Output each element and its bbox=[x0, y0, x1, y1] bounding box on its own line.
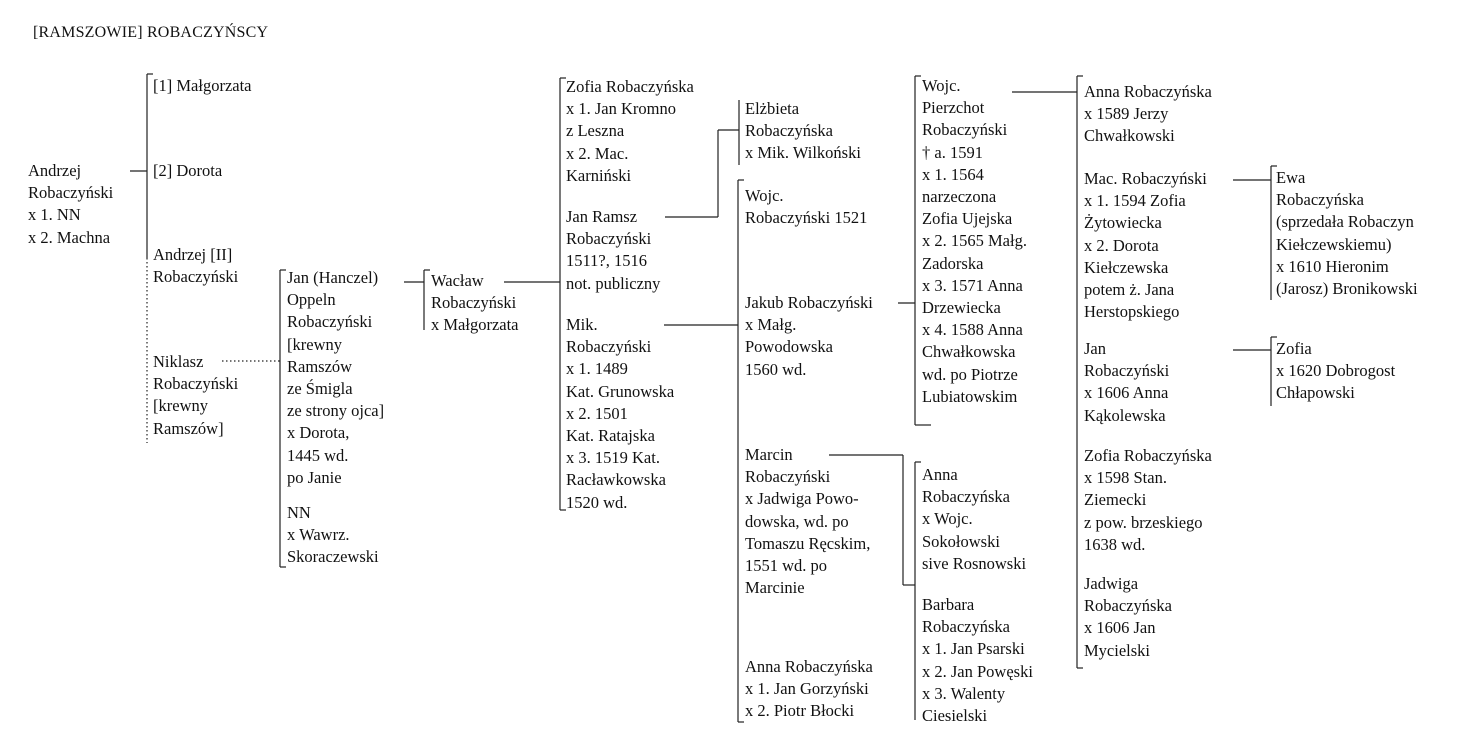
person-mik-robaczynski bbox=[566, 314, 674, 514]
person-line: Jan Ramsz bbox=[566, 207, 638, 226]
person-line: Chwałkowski bbox=[1084, 126, 1175, 146]
person-line: wd. po Piotrze bbox=[922, 364, 1018, 384]
person-line: Sokołowski bbox=[922, 531, 1000, 551]
person-line: Robaczyński bbox=[922, 120, 1008, 140]
person-line: z pow. brzeskiego bbox=[1084, 512, 1203, 532]
person-line: Ewa bbox=[1276, 168, 1306, 187]
person-line: [krewny bbox=[153, 396, 208, 416]
person-line: Marcinie bbox=[745, 578, 805, 598]
person-line: x 1606 Anna bbox=[1084, 383, 1169, 403]
person-line: Mycielski bbox=[1084, 640, 1150, 660]
person-line: [2] Dorota bbox=[153, 161, 223, 180]
person-line: NN bbox=[287, 503, 311, 522]
person-line: Lubiatowskim bbox=[922, 386, 1018, 406]
person-anna-gorzynska bbox=[745, 656, 873, 723]
person-zofia-ziemecka bbox=[1084, 445, 1212, 556]
person-line: sive Rosnowski bbox=[922, 553, 1027, 573]
person-line: x Mik. Wilkoński bbox=[745, 143, 861, 163]
person-line: Robaczyński bbox=[566, 229, 652, 249]
person-line: dowska, wd. po bbox=[745, 511, 849, 531]
person-line: po Janie bbox=[287, 467, 342, 487]
person-barbara bbox=[922, 594, 1033, 727]
person-line: 1520 wd. bbox=[566, 492, 628, 512]
person-line: x 1. 1594 Zofia bbox=[1084, 191, 1186, 211]
person-line: Zofia Robaczyńska bbox=[1084, 446, 1212, 465]
person-line: x 1598 Stan. bbox=[1084, 468, 1167, 488]
person-line: Anna Robaczyńska bbox=[1084, 82, 1212, 101]
person-line: x 1. 1564 bbox=[922, 164, 984, 184]
person-line: Kiełczewskiemu) bbox=[1276, 234, 1392, 254]
person-line: Robaczyński bbox=[153, 374, 239, 394]
person-mac-robaczynski bbox=[1084, 168, 1207, 323]
person-line: Kat. Ratajska bbox=[566, 426, 655, 446]
person-line: 1445 wd. bbox=[287, 445, 349, 465]
person-line: Jan bbox=[1084, 339, 1106, 358]
person-line: Ramszów bbox=[287, 356, 353, 376]
person-line: Zadorska bbox=[922, 253, 984, 273]
person-line: x 1. Jan Psarski bbox=[922, 639, 1025, 659]
person-line: Andrzej [II] bbox=[153, 245, 233, 264]
person-elzbieta bbox=[745, 98, 861, 165]
person-line: Racławkowska bbox=[566, 470, 666, 490]
person-line: Robaczyńska bbox=[745, 121, 833, 141]
person-waclaw bbox=[431, 270, 519, 337]
person-line: Zofia Ujejska bbox=[922, 209, 1013, 229]
person-line: Robaczyńska bbox=[922, 487, 1010, 507]
person-line: 1560 wd. bbox=[745, 359, 807, 379]
person-jan-robaczynski bbox=[1084, 338, 1169, 427]
person-line: Mik. bbox=[566, 315, 598, 334]
person-line: Herstopskiego bbox=[1084, 302, 1180, 322]
person-line: 1638 wd. bbox=[1084, 534, 1146, 554]
person-line: Ziemecki bbox=[1084, 490, 1147, 510]
person-line: Wacław bbox=[431, 271, 484, 290]
person-line: Kiełczewska bbox=[1084, 257, 1169, 277]
person-line: x 2. Mac. bbox=[566, 143, 629, 163]
person-line: x 1620 Dobrogost bbox=[1276, 361, 1396, 381]
person-line: x 2. 1565 Małg. bbox=[922, 231, 1027, 251]
person-line: Kąkolewska bbox=[1084, 405, 1166, 425]
person-line: z Leszna bbox=[566, 121, 625, 141]
person-line: Ramszów] bbox=[153, 418, 224, 438]
person-line: (Jarosz) Bronikowski bbox=[1276, 279, 1418, 299]
person-line: (sprzedała Robaczyn bbox=[1276, 212, 1414, 232]
person-line: x 1. 1489 bbox=[566, 359, 628, 379]
person-line: not. publiczny bbox=[566, 273, 661, 293]
person-line: x Małg. bbox=[745, 315, 797, 335]
person-line: Żytowiecka bbox=[1084, 213, 1162, 233]
person-line: ze Śmigla bbox=[287, 379, 353, 399]
person-line: x 1589 Jerzy bbox=[1084, 104, 1169, 124]
person-line: x Małgorzata bbox=[431, 315, 519, 335]
person-line: † a. 1591 bbox=[922, 142, 983, 162]
person-line: x 2. Machna bbox=[28, 227, 111, 247]
person-line: Pierzchot bbox=[922, 98, 985, 118]
person-jan-ramsz bbox=[566, 206, 660, 295]
person-line: Barbara bbox=[922, 595, 975, 614]
person-niklasz bbox=[153, 351, 238, 440]
person-line: x 4. 1588 Anna bbox=[922, 320, 1023, 340]
person-line: Robaczyńska bbox=[1276, 190, 1364, 210]
person-line: Andrzej bbox=[28, 161, 82, 180]
person-line: Oppeln bbox=[287, 290, 336, 310]
person-line: Wojc. bbox=[745, 186, 784, 205]
person-line: Zofia bbox=[1276, 339, 1312, 358]
person-marcin bbox=[745, 444, 870, 599]
person-line: Wojc. bbox=[922, 76, 961, 95]
person-line: Robaczyński bbox=[745, 467, 831, 487]
person-line: Robaczyńska bbox=[922, 617, 1010, 637]
person-line: Niklasz bbox=[153, 352, 204, 371]
person-line: Robaczyński bbox=[153, 267, 239, 287]
person-line: Robaczyński bbox=[566, 337, 652, 357]
person-malgorzata bbox=[153, 75, 252, 97]
person-line: Kat. Grunowska bbox=[566, 381, 675, 401]
person-andrzej-ii bbox=[153, 244, 238, 288]
person-line: potem ż. Jana bbox=[1084, 280, 1175, 300]
person-wojc-pierzchot bbox=[922, 75, 1027, 408]
person-anna-sokolowska bbox=[922, 464, 1026, 575]
person-line: x 2. Dorota bbox=[1084, 235, 1159, 255]
person-line: x 2. Jan Powęski bbox=[922, 661, 1033, 681]
person-nn bbox=[287, 502, 379, 569]
person-line: x Wawrz. bbox=[287, 525, 350, 545]
person-line: Drzewiecka bbox=[922, 298, 1001, 318]
person-line: x 2. 1501 bbox=[566, 403, 628, 423]
person-line: Tomaszu Ręcskim, bbox=[745, 533, 871, 553]
person-line: x Dorota, bbox=[287, 423, 350, 443]
person-line: Mac. Robaczyński bbox=[1084, 169, 1207, 188]
person-line: [krewny bbox=[287, 334, 342, 354]
person-line: x 3. 1571 Anna bbox=[922, 275, 1023, 295]
person-line: x 1. Jan Kromno bbox=[566, 99, 676, 119]
person-line: Skoraczewski bbox=[287, 547, 379, 567]
person-line: x 1610 Hieronim bbox=[1276, 256, 1389, 276]
person-line: Robaczyński bbox=[431, 293, 517, 313]
person-line: x Wojc. bbox=[922, 509, 973, 529]
person-line: Robaczyński bbox=[28, 183, 114, 203]
person-line: x 1. Jan Gorzyński bbox=[745, 679, 869, 699]
person-line: Jan (Hanczel) bbox=[287, 268, 379, 287]
person-line: Anna bbox=[922, 465, 958, 484]
person-line: Chłapowski bbox=[1276, 383, 1355, 403]
person-dorota bbox=[153, 160, 222, 182]
person-line: Robaczyński bbox=[287, 312, 373, 332]
person-andrzej bbox=[28, 160, 113, 249]
person-line: Zofia Robaczyńska bbox=[566, 77, 694, 96]
person-ewa bbox=[1276, 167, 1418, 300]
person-line: Powodowska bbox=[745, 337, 834, 357]
person-line: ze strony ojca] bbox=[287, 401, 385, 421]
person-line: Jakub Robaczyński bbox=[745, 293, 873, 312]
person-line: Chwałkowska bbox=[922, 342, 1016, 362]
person-jakub bbox=[745, 292, 873, 381]
person-line: narzeczona bbox=[922, 187, 997, 207]
person-wojc-1521 bbox=[745, 185, 867, 229]
person-zofia-chlapowska bbox=[1276, 338, 1395, 405]
person-line: Robaczyński 1521 bbox=[745, 208, 868, 228]
person-jan-hanczel bbox=[287, 267, 384, 489]
person-line: x 3. 1519 Kat. bbox=[566, 448, 660, 468]
person-line: Robaczyńska bbox=[1084, 596, 1172, 616]
person-line: 1551 wd. po bbox=[745, 556, 828, 576]
person-line: Elżbieta bbox=[745, 99, 800, 118]
person-line: Marcin bbox=[745, 445, 793, 464]
person-line: 1511?, 1516 bbox=[566, 251, 647, 271]
person-line: Jadwiga bbox=[1084, 574, 1139, 593]
person-line: x 1606 Jan bbox=[1084, 618, 1156, 638]
person-line: x Jadwiga Powo- bbox=[745, 489, 859, 509]
person-line: x 2. Piotr Błocki bbox=[745, 701, 855, 721]
person-zofia-robaczynska bbox=[566, 76, 694, 187]
page-title: [RAMSZOWIE] ROBACZYŃSCY bbox=[33, 24, 269, 41]
person-line: x 1. NN bbox=[28, 205, 81, 225]
person-line: Ciesielski bbox=[922, 706, 988, 726]
person-anna-chwalkowska bbox=[1084, 81, 1212, 148]
person-line: [1] Małgorzata bbox=[153, 76, 252, 95]
person-line: x 3. Walenty bbox=[922, 683, 1006, 703]
person-line: Robaczyński bbox=[1084, 361, 1170, 381]
person-line: Anna Robaczyńska bbox=[745, 657, 873, 676]
person-jadwiga bbox=[1084, 573, 1172, 662]
person-line: Karniński bbox=[566, 165, 632, 185]
